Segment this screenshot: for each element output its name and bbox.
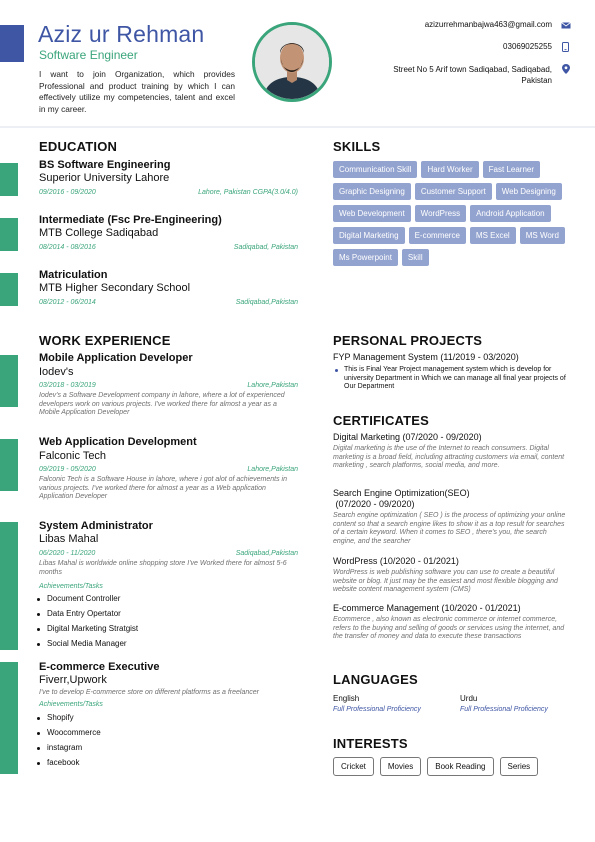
interests-heading: INTERESTS [333, 736, 408, 751]
languages-heading: LANGUAGES [333, 672, 418, 687]
achievements-label: Achievements/Tasks [39, 583, 103, 590]
list-item [37, 743, 101, 758]
contact-address-text: Street No 5 Arif town Sadiqabad, Sadiqabad, Pakistan [393, 65, 552, 85]
work-description: I've to develop E-commerce store on different platforms as a freelancer [39, 689, 259, 696]
work-description: Libas Mahal is worldwide online shopping store I've Worked there for almost 5-6 months [39, 560, 287, 576]
skills-heading: SKILLS [333, 139, 381, 154]
skill-tag: Skill [402, 249, 429, 266]
project-bullets [333, 366, 573, 392]
list-item [37, 594, 138, 609]
task-text: facebook [47, 758, 80, 767]
certificate-description: Ecommerce , also known as electronic commerce or internet commerce, refers to the buying and selling of goods or services using the internet, and the transfer of money and data to execute these transactions [333, 616, 565, 641]
skill-tag: Communication Skill [333, 161, 417, 178]
resume-header [0, 0, 595, 128]
location-pin-icon [560, 64, 571, 74]
bullet-dot-icon [37, 732, 40, 735]
language-entry [460, 694, 548, 713]
contact-phone-text: 03069025255 [503, 42, 552, 51]
contact-address [321, 64, 571, 86]
phone-icon [560, 42, 571, 52]
bullet-dot-icon [335, 369, 338, 372]
education-school: MTB College Sadiqabad [39, 227, 159, 239]
education-school: Superior University Lahore [39, 172, 170, 184]
project-title: FYP Management System (11/2019 - 03/2020) [333, 352, 519, 362]
skill-tag: Android Application [470, 205, 551, 222]
education-location: Sadiqabad, Pakistan [233, 244, 298, 251]
skill-tag: Hard Worker [421, 161, 478, 178]
project-description: This is Final Year Project management system which is develop for university Department in Which we can manage all final year projects of Our Department [344, 366, 566, 391]
bullet-dot-icon [37, 643, 40, 646]
interest-tag: Series [500, 757, 539, 776]
bullet-dot-icon [37, 613, 40, 616]
bullet-dot-icon [37, 717, 40, 720]
bullet-dot-icon [37, 762, 40, 765]
interest-tag: Movies [380, 757, 421, 776]
personal-projects-heading: PERSONAL PROJECTS [333, 333, 483, 348]
task-text: Document Controller [47, 594, 121, 603]
education-school: MTB Higher Secondary School [39, 282, 191, 294]
work-location: Lahore,Pakistan [247, 466, 298, 473]
work-dates: 06/2020 - 11/2020 [39, 550, 96, 557]
work-entry-marker [0, 522, 18, 650]
education-degree: Matriculation [39, 269, 108, 281]
list-item [37, 624, 138, 639]
education-degree: Intermediate (Fsc Pre-Engineering) [39, 214, 222, 226]
work-company: Falconic Tech [39, 450, 107, 462]
education-heading: EDUCATION [39, 139, 118, 154]
candidate-name: Aziz ur Rehman [38, 21, 205, 47]
work-entry-marker [0, 439, 18, 491]
candidate-role: Software Engineer [39, 48, 138, 62]
certificate-title: Digital Marketing (07/2020 - 09/2020) [333, 432, 482, 442]
work-position: System Administrator [39, 520, 153, 532]
language-name: Urdu [460, 694, 478, 703]
list-item [37, 758, 101, 773]
skill-tag: MS Word [520, 227, 565, 244]
task-text: Shopify [47, 713, 74, 722]
work-company: Libas Mahal [39, 533, 99, 545]
skills-list [333, 161, 573, 266]
work-experience-heading: WORK EXPERIENCE [39, 333, 171, 348]
work-entry-marker [0, 662, 18, 774]
header-accent-bar [0, 25, 24, 62]
bullet-dot-icon [37, 747, 40, 750]
profile-summary: I want to join Organization, which provides Professional and product training by which I can effectively utilize my competencies, talent and excel in my career. [39, 69, 235, 114]
language-proficiency: Full Professional Proficiency [333, 706, 421, 713]
list-item [37, 728, 101, 743]
skill-tag: Fast Learner [483, 161, 540, 178]
task-text: Digital Marketing Stratgist [47, 624, 139, 633]
work-description: Falconic Tech is a Software House in lahore, where i got alot of achievements in various projects. I've worked there for almost a year as a Web application Application Developer [39, 476, 287, 501]
interest-tag: Book Reading [427, 757, 493, 776]
work-entry-marker [0, 355, 18, 407]
education-location: Lahore, Pakistan CGPA(3.0/4.0) [198, 189, 298, 196]
certificate-description: Search engine optimization ( SEO ) is the process of optimizing your online content so that a search engine likes to show it as a top result for searches of a certain keyword. When it comes to SEO , there's you, the search engine, and the searcher [333, 512, 566, 546]
education-degree: BS Software Engineering [39, 159, 171, 171]
education-location: Sadiqabad,Pakistan [235, 299, 298, 306]
contact-phone [321, 42, 571, 56]
skill-tag: WordPress [415, 205, 466, 222]
certificate-description: WordPress is web publishing software you can use to create a beautiful website or blog. It just may be the easiest and most flexible blogging and website content management system (CMS) [333, 569, 558, 594]
list-item [333, 366, 573, 392]
list-item [37, 609, 138, 624]
skill-tag: Web Development [333, 205, 411, 222]
education-entry-marker [0, 273, 18, 306]
list-item [37, 639, 138, 654]
skill-tag: Digital Marketing [333, 227, 405, 244]
task-list [37, 594, 138, 654]
education-dates: 09/2016 - 09/2020 [39, 189, 96, 196]
task-text: instagram [47, 743, 83, 752]
task-text: Woocommerce [47, 728, 101, 737]
work-dates: 03/2018 - 03/2019 [39, 382, 96, 389]
email-icon [560, 20, 571, 30]
work-location: Sadiqabad,Pakistan [235, 550, 298, 557]
certificate-description: Digital marketing is the use of the Internet to reach consumers. Digital marketing is a broad field, including attracting customers via email, content marketing , search platforms, social media, and more. [333, 445, 565, 470]
task-list [37, 713, 101, 773]
education-entry-marker [0, 163, 18, 196]
language-entry [333, 694, 421, 713]
certificate-title: E-commerce Management (10/2020 - 01/2021) [333, 603, 521, 613]
skill-tag: Web Designing [496, 183, 562, 200]
work-position: Web Application Development [39, 436, 197, 448]
work-company: Fiverr,Upwork [39, 674, 107, 686]
education-dates: 08/2014 - 08/2016 [39, 244, 96, 251]
skill-tag: MS Excel [470, 227, 516, 244]
certificate-title: WordPress (10/2020 - 01/2021) [333, 556, 459, 566]
work-location: Lahore,Pakistan [247, 382, 298, 389]
contact-email-text: azizurrehmanbajwa463@gmail.com [424, 20, 552, 29]
profile-photo-illustration [255, 25, 329, 99]
language-name: English [333, 694, 360, 703]
profile-photo [252, 22, 332, 102]
education-dates: 08/2012 - 06/2014 [39, 299, 96, 306]
skill-tag: Graphic Designing [333, 183, 411, 200]
skill-tag: E-commerce [409, 227, 466, 244]
work-position: E-commerce Executive [39, 661, 160, 673]
work-description: Iodev's a Software Development company in lahore, where a lot of experienced developers work on various projects. I've worked there for almost a year as a Mobile Application Developer [39, 392, 285, 417]
contact-email [321, 20, 571, 34]
certificates-heading: CERTIFICATES [333, 413, 430, 428]
bullet-dot-icon [37, 628, 40, 631]
interests-list [333, 757, 538, 776]
achievements-label: Achievements/Tasks [39, 701, 103, 708]
work-position: Mobile Application Developer [39, 352, 193, 364]
interest-tag: Cricket [333, 757, 374, 776]
certificate-title: Search Engine Optimization(SEO) (07/2020 - 09/2020) [333, 488, 470, 509]
contact-block [321, 20, 571, 86]
skill-tag: Customer Support [415, 183, 492, 200]
education-entry-marker [0, 218, 18, 251]
list-item [37, 713, 101, 728]
work-company: Iodev's [39, 366, 74, 378]
bullet-dot-icon [37, 598, 40, 601]
skill-tag: Ms Powerpoint [333, 249, 398, 266]
language-proficiency: Full Professional Proficiency [460, 706, 548, 713]
task-text: Data Entry Opertator [47, 609, 121, 618]
work-dates: 09/2019 - 05/2020 [39, 466, 96, 473]
task-text: Social Media Manager [47, 639, 127, 648]
